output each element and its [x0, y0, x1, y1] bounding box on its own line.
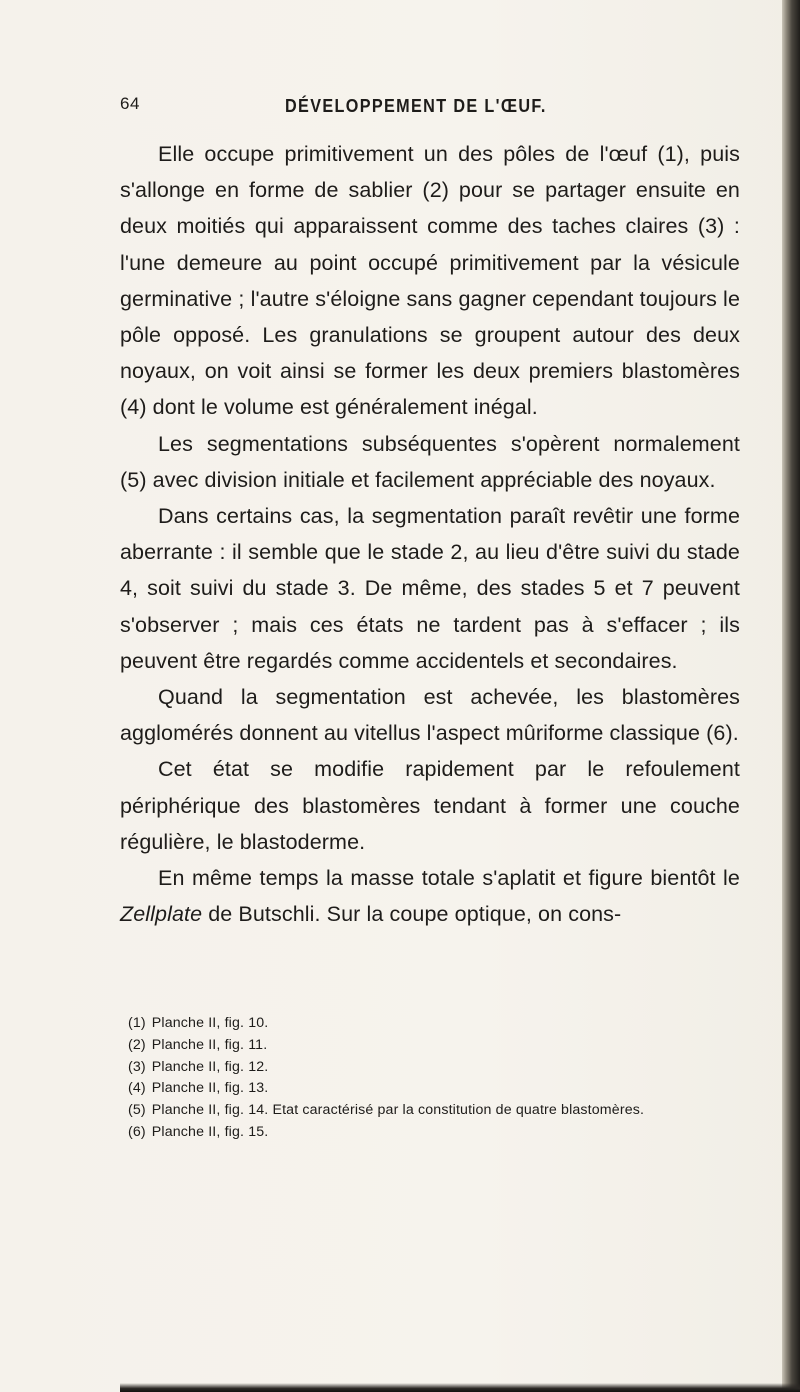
footnotes — [120, 1013, 740, 1144]
footnote — [120, 1122, 740, 1144]
footnote — [120, 1057, 740, 1079]
bottom-edge-shadow — [120, 1383, 800, 1392]
body-text — [120, 136, 740, 932]
footnote — [120, 1078, 740, 1100]
footnote-number: (4) — [128, 1080, 146, 1097]
paragraph: Les segmentations subséquentes s'opèrent normalement (5) avec division initiale et facilement appréciable des noyaux. — [120, 431, 740, 492]
footnote-text: Planche II, fig. 10. — [151, 1015, 269, 1031]
footnote-text: Planche II, fig. 13. — [151, 1080, 269, 1097]
page-number: 64 — [120, 94, 140, 113]
footnote-number: (2) — [128, 1036, 146, 1053]
paragraph: Cet état se modifie rapidement par le refoulement périphérique des blastomères tendant à former une couche régulière, le blastoderme. — [120, 757, 740, 854]
italic-term: Zellplate — [120, 902, 203, 927]
footnote — [120, 1013, 740, 1035]
footnote-text: Planche II, fig. 15. — [151, 1123, 269, 1140]
paragraph: Quand la segmentation est achevée, les blastomères agglomérés donnent au vitellus l'aspect mûriforme classique (6). — [120, 685, 740, 746]
footnote — [120, 1100, 740, 1122]
paragraph: Elle occupe primitivement un des pôles de l'œuf (1), puis s'allonge en forme de sablier (2) pour se partager ensuite en deux moitiés qui apparaissent comme des taches claires (3) : l'une demeure au point occupé primitivement par la vésicule germinative ; l'autre s'éloigne sans gagner cependant toujours le pôle opposé. Les granulations se groupent autour des deux noyaux, on voit ainsi se former les deux premiers blastomères (4) dont le volume est généralement inégal. — [120, 142, 740, 420]
paragraph-text: En même temps la masse totale s'aplatit et figure bientôt le — [158, 866, 740, 891]
page-edge-shadow — [782, 0, 800, 1392]
footnote-number: (5) — [128, 1102, 146, 1119]
footnote-text: Planche II, fig. 14. Etat caractérisé par la constitution de quatre blastomères. — [151, 1102, 645, 1119]
page-header-title: DÉVELOPPEMENT DE L'ŒUF. — [285, 96, 547, 116]
running-head — [0, 94, 800, 122]
paragraph: Dans certains cas, la segmentation paraît revêtir une forme aberrante : il semble que le stade 2, au lieu d'être suivi du stade 4, soit suivi du stade 3. De même, des stades 5 et 7 peuvent s'observer ; mais ces états ne tardent pas à s'effacer ; ils peuvent être regardés comme accidentels et secondaires. — [120, 504, 740, 673]
footnote-number: (1) — [128, 1015, 146, 1031]
paragraph — [120, 860, 740, 932]
footnote — [120, 1035, 740, 1057]
paragraph-text: de Butschli. Sur la coupe optique, on cons- — [202, 902, 622, 927]
footnote-number: (6) — [128, 1123, 146, 1140]
footnote-text: Planche II, fig. 12. — [151, 1058, 269, 1075]
footnote-text: Planche II, fig. 11. — [151, 1036, 268, 1053]
footnote-number: (3) — [128, 1058, 146, 1075]
